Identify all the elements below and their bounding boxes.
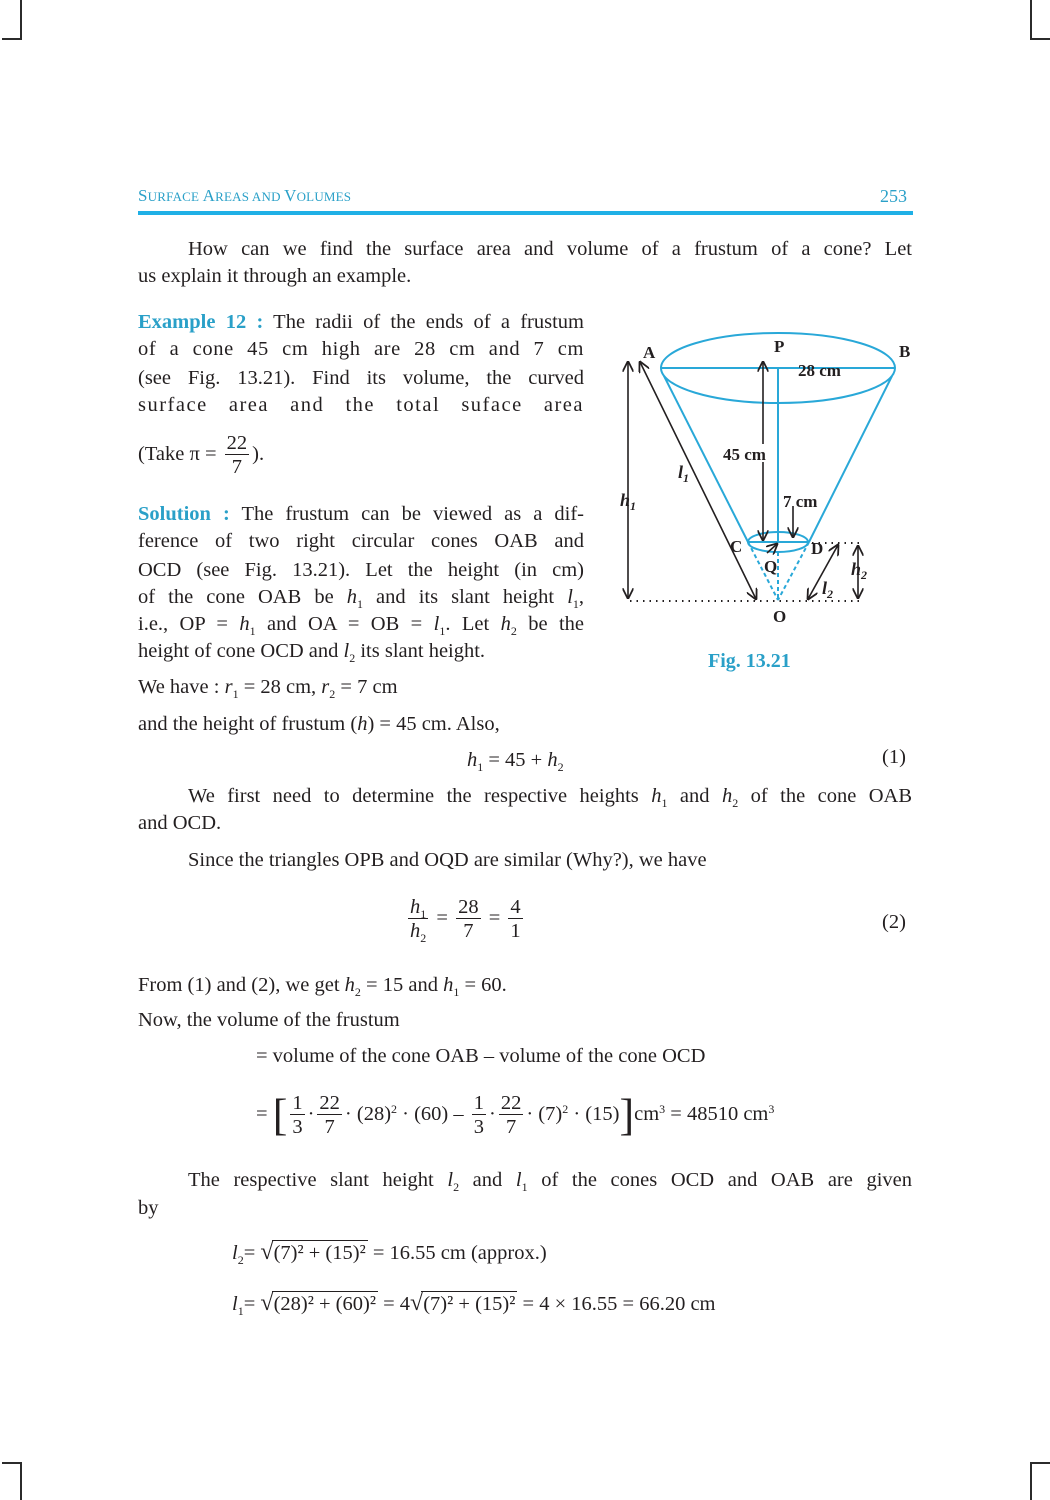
determine-heights-line-2: and OCD.: [138, 812, 222, 834]
svg-text:D: D: [811, 539, 824, 558]
volume-computation: = [ $\frac{1}{3}$ · $\frac{22}{7}$ · $(28)^2 \cdot (60)$ – $\frac{1}{3}$ · $\frac{22}{7}$ · $(7)^2 \cdot (15)]cm^3 = 48510$ $cm^3$: [256, 1090, 775, 1140]
solution-line-4: of the cone OAB be $h_1$ and its slant height $l_1$,: [138, 586, 585, 611]
solution-line-5: i.e., OP = $h_1$ and OA = OB = $l_1$. Let $h_2$ be the: [138, 613, 585, 638]
slant-height-by: by: [138, 1197, 159, 1219]
crop-mark-bottom-right-h: [1030, 1462, 1050, 1464]
svg-text:B: B: [899, 342, 911, 361]
l1-arrow: [640, 362, 756, 599]
ratio-h1-h2: $\frac{h_1}{h_2}$: [410, 896, 427, 945]
similar-triangles-line: Since the triangles OPB and OQD are similar (Why?), we have: [188, 849, 707, 871]
example-line-2: of a cone 45 cm high are 28 cm and 7 cm: [138, 338, 584, 360]
svg-text:7 cm: 7 cm: [783, 492, 818, 511]
volume-difference-line: = volume of the cone OAB – volume of the cone OCD: [256, 1045, 706, 1067]
example-label: Example 12 :: [138, 311, 264, 333]
svg-text:C: C: [730, 537, 743, 556]
sqrt-icon: √: [260, 1290, 274, 1316]
ratio-4-1: $\frac{4}{1}$: [510, 896, 521, 942]
svg-text:l2: $l_2$: [822, 578, 834, 601]
intro-line-1: How can we find the surface area and volume of a frustum of a cone? Let: [188, 238, 912, 260]
crop-mark-top-left-h: [2, 38, 22, 40]
take-pi: (Take π = $\frac{22}{7}$ ).: [138, 432, 265, 478]
solution-line-6: height of cone OCD and $l_2$ its slant height.: [138, 640, 486, 665]
intro-line-2: us explain it through an example.: [138, 265, 412, 287]
equation-1-number: (1): [882, 746, 906, 768]
determine-heights-line: We first need to determine the respective heights $h_1$ and $h_2$ of the cone OAB: [188, 785, 913, 810]
svg-text:28 cm: 28 cm: [798, 361, 841, 380]
crop-mark-bottom-right-v: [1030, 1462, 1032, 1500]
solution-line-2: ference of two right circular cones OAB and: [138, 530, 584, 552]
svg-text:O: O: [773, 607, 787, 626]
header-rule: [138, 211, 913, 215]
sqrt-icon: √: [260, 1239, 274, 1265]
page-number: 253: [880, 186, 907, 206]
we-have-line: We have : $r_1 = 28$ cm, $r_2 = 7$ cm: [138, 676, 398, 701]
crop-mark-top-right-v: [1030, 0, 1032, 40]
sqrt-icon: √: [410, 1290, 424, 1316]
solution-line-3: OCD (see Fig. 13.21). Let the height (in cm): [138, 559, 584, 581]
frustum-figure: [600, 320, 930, 640]
slant-height-line: The respective slant height $l_2$ and $l_1$ of the cones OCD and OAB are given: [188, 1169, 912, 1194]
running-header-title: SURFACE AREAS AND VOLUMES: [138, 186, 352, 205]
example-line-1: Example 12 : The radii of the ends of a frustum: [138, 311, 584, 333]
from-1-and-2-line: From (1) and (2), we get $h_2 = 15$ and $h_1 = 60$.: [138, 974, 507, 999]
svg-text:Q: Q: [764, 557, 778, 576]
crop-mark-bottom-left-h: [2, 1462, 22, 1464]
svg-text:P: P: [774, 337, 785, 356]
equation-2-number: (2): [882, 911, 906, 933]
example-line-3: (see Fig. 13.21). Find its volume, the curved: [138, 367, 584, 389]
now-volume-line: Now, the volume of the frustum: [138, 1009, 400, 1031]
frustum-height-line: and the height of frustum (h) = 45 cm. Also,: [138, 713, 500, 735]
svg-text:h1: $h_1$: [620, 490, 637, 513]
l1-equation: $l_1= √(28)^2 + (60)^2 = 4√(7)^2 + (15)^2 = 4 \times 16.55 = 66.20$ cm: [232, 1290, 716, 1318]
ratio-28-7: $\frac{28}{7}$: [458, 896, 479, 942]
crop-mark-top-left-v: [20, 0, 22, 40]
pi-fraction: $\frac{22}{7}$: [226, 432, 248, 478]
equation-1: $h_1 = 45 + h_2$: [467, 749, 564, 774]
figure-caption: Fig. 13.21: [708, 650, 791, 672]
equation-2: $\frac{h_1}{h_2}$ = $\frac{28}{7}$ = $\frac{4}{1}$: [410, 896, 521, 945]
svg-text:45 cm: 45 cm: [723, 445, 766, 464]
solution-line-1: Solution : The frustum can be viewed as a dif-: [138, 503, 584, 525]
crop-mark-bottom-left-v: [20, 1462, 22, 1500]
svg-text:l1: $l_1$: [678, 462, 690, 485]
l2-equation: $l_2= √(7)^2 + (15)^2 = 16.55$ cm (approx.): [232, 1239, 547, 1267]
svg-text:h2: $h_2$: [851, 559, 868, 582]
crop-mark-top-right-h: [1030, 38, 1050, 40]
solution-label: Solution :: [138, 503, 230, 525]
svg-text:A: A: [643, 343, 656, 362]
example-line-4: surface area and the total suface area: [138, 394, 584, 416]
